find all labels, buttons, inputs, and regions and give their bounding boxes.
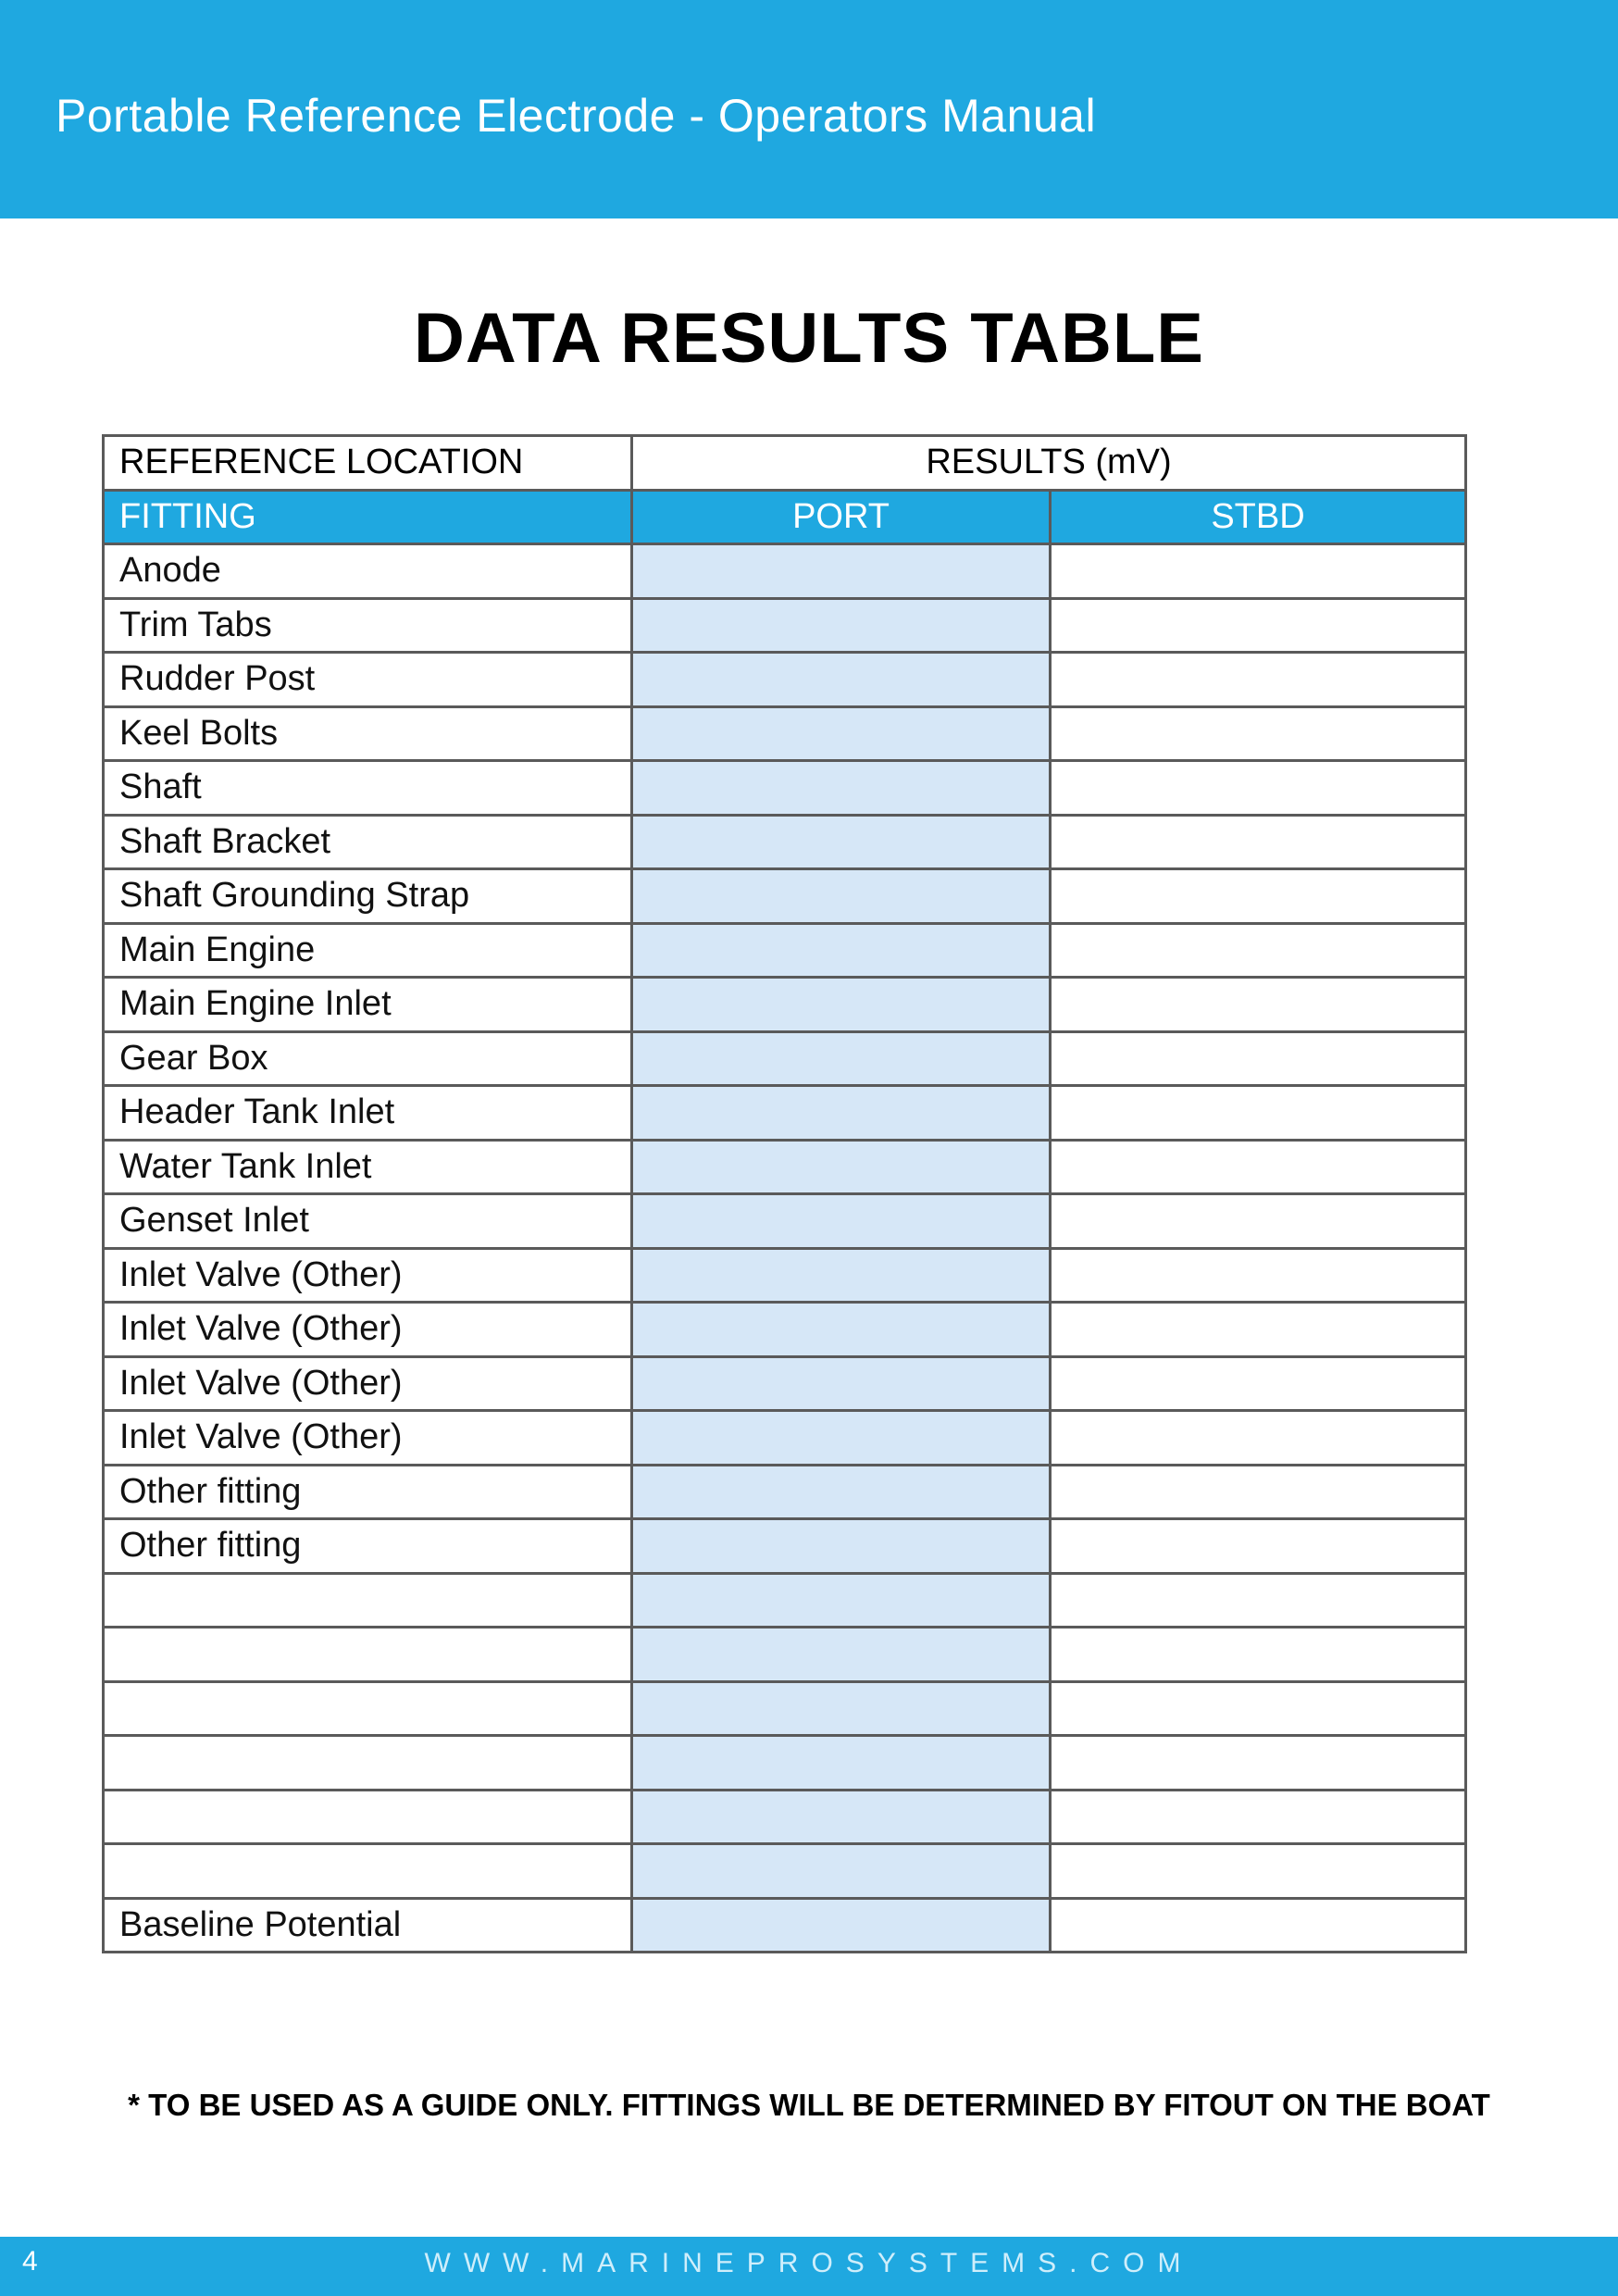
port-result-cell[interactable] [632, 544, 1051, 599]
stbd-result-cell[interactable] [1051, 706, 1466, 761]
fitting-name-cell: Header Tank Inlet [104, 1086, 632, 1141]
fitting-name-cell: Baseline Potential [104, 1898, 632, 1953]
port-result-cell[interactable] [632, 1356, 1051, 1411]
stbd-result-cell[interactable] [1051, 1140, 1466, 1194]
port-result-cell[interactable] [632, 869, 1051, 924]
table-row [104, 544, 1466, 599]
fitting-name-cell [104, 1573, 632, 1628]
stbd-result-cell[interactable] [1051, 815, 1466, 869]
stbd-result-cell[interactable] [1051, 1031, 1466, 1086]
table-row [104, 598, 1466, 653]
table-row [104, 1790, 1466, 1844]
port-result-cell[interactable] [632, 1790, 1051, 1844]
fitting-name-cell: Shaft Bracket [104, 815, 632, 869]
port-result-cell[interactable] [632, 598, 1051, 653]
fitting-name-cell [104, 1790, 632, 1844]
table-row [104, 761, 1466, 816]
fitting-name-cell: Rudder Post [104, 653, 632, 707]
port-result-cell[interactable] [632, 761, 1051, 816]
stbd-result-cell[interactable] [1051, 1844, 1466, 1899]
footnote: * TO BE USED AS A GUIDE ONLY. FITTINGS WILL BE DETERMINED BY FITOUT ON THE BOAT [128, 2088, 1490, 2122]
fitting-header: FITTING [104, 490, 632, 544]
stbd-result-cell[interactable] [1051, 544, 1466, 599]
port-result-cell[interactable] [632, 653, 1051, 707]
port-result-cell[interactable] [632, 815, 1051, 869]
port-result-cell[interactable] [632, 923, 1051, 978]
stbd-result-cell[interactable] [1051, 1898, 1466, 1953]
table-row [104, 869, 1466, 924]
table-row [104, 1248, 1466, 1303]
table-row [104, 1356, 1466, 1411]
table-row [104, 1194, 1466, 1249]
stbd-result-cell[interactable] [1051, 1519, 1466, 1574]
fitting-name-cell [104, 1844, 632, 1899]
website-url: WWW.MARINEPROSYSTEMS.COM [424, 2248, 1194, 2278]
stbd-header: STBD [1051, 490, 1466, 544]
stbd-result-cell[interactable] [1051, 1790, 1466, 1844]
port-result-cell[interactable] [632, 1086, 1051, 1141]
page-title: DATA RESULTS TABLE [414, 299, 1204, 378]
port-result-cell[interactable] [632, 706, 1051, 761]
table-row [104, 1031, 1466, 1086]
stbd-result-cell[interactable] [1051, 1356, 1466, 1411]
port-result-cell[interactable] [632, 1628, 1051, 1682]
stbd-result-cell[interactable] [1051, 653, 1466, 707]
port-result-cell[interactable] [632, 1411, 1051, 1466]
fitting-name-cell: Inlet Valve (Other) [104, 1303, 632, 1357]
reference-location-header: REFERENCE LOCATION [104, 436, 632, 491]
table-row [104, 1844, 1466, 1899]
stbd-result-cell[interactable] [1051, 1681, 1466, 1736]
stbd-result-cell[interactable] [1051, 761, 1466, 816]
table-row [104, 1573, 1466, 1628]
port-result-cell[interactable] [632, 1465, 1051, 1519]
fitting-name-cell: Other fitting [104, 1465, 632, 1519]
fitting-name-cell: Anode [104, 544, 632, 599]
table-row [104, 1628, 1466, 1682]
stbd-result-cell[interactable] [1051, 1628, 1466, 1682]
stbd-result-cell[interactable] [1051, 1303, 1466, 1357]
stbd-result-cell[interactable] [1051, 1411, 1466, 1466]
fitting-name-cell: Shaft [104, 761, 632, 816]
page-number: 4 [22, 2246, 38, 2277]
table-subheader-row [104, 490, 1466, 544]
stbd-result-cell[interactable] [1051, 598, 1466, 653]
fitting-name-cell [104, 1736, 632, 1791]
fitting-name-cell: Inlet Valve (Other) [104, 1411, 632, 1466]
table-row [104, 1303, 1466, 1357]
stbd-result-cell[interactable] [1051, 869, 1466, 924]
port-result-cell[interactable] [632, 1248, 1051, 1303]
table-row [104, 1086, 1466, 1141]
fitting-name-cell [104, 1628, 632, 1682]
fitting-name-cell: Water Tank Inlet [104, 1140, 632, 1194]
port-result-cell[interactable] [632, 1736, 1051, 1791]
fitting-name-cell: Genset Inlet [104, 1194, 632, 1249]
stbd-result-cell[interactable] [1051, 1248, 1466, 1303]
fitting-name-cell: Shaft Grounding Strap [104, 869, 632, 924]
table-row [104, 923, 1466, 978]
stbd-result-cell[interactable] [1051, 1194, 1466, 1249]
stbd-result-cell[interactable] [1051, 1573, 1466, 1628]
fitting-name-cell: Inlet Valve (Other) [104, 1356, 632, 1411]
table-row [104, 1681, 1466, 1736]
fitting-name-cell: Other fitting [104, 1519, 632, 1574]
table-row [104, 978, 1466, 1032]
port-result-cell[interactable] [632, 1303, 1051, 1357]
port-result-cell[interactable] [632, 1194, 1051, 1249]
table-row [104, 653, 1466, 707]
table-row [104, 1465, 1466, 1519]
fitting-name-cell: Gear Box [104, 1031, 632, 1086]
table-row [104, 815, 1466, 869]
port-result-cell[interactable] [632, 1844, 1051, 1899]
stbd-result-cell[interactable] [1051, 978, 1466, 1032]
fitting-name-cell: Inlet Valve (Other) [104, 1248, 632, 1303]
port-result-cell[interactable] [632, 1573, 1051, 1628]
fitting-name-cell: Keel Bolts [104, 706, 632, 761]
data-results-table [102, 434, 1467, 1953]
port-result-cell[interactable] [632, 978, 1051, 1032]
table-row [104, 1411, 1466, 1466]
table-row [104, 1519, 1466, 1574]
table-header-row [104, 436, 1466, 491]
stbd-result-cell[interactable] [1051, 1465, 1466, 1519]
port-result-cell[interactable] [632, 1140, 1051, 1194]
fitting-name-cell: Main Engine [104, 923, 632, 978]
table-row [104, 1736, 1466, 1791]
stbd-result-cell[interactable] [1051, 1736, 1466, 1791]
port-result-cell[interactable] [632, 1681, 1051, 1736]
port-header: PORT [632, 490, 1051, 544]
table-row [104, 706, 1466, 761]
port-result-cell[interactable] [632, 1031, 1051, 1086]
port-result-cell[interactable] [632, 1898, 1051, 1953]
results-header: RESULTS (mV) [632, 436, 1466, 491]
document-title: Portable Reference Electrode - Operators Manual [56, 90, 1097, 142]
stbd-result-cell[interactable] [1051, 1086, 1466, 1141]
port-result-cell[interactable] [632, 1519, 1051, 1574]
fitting-name-cell: Main Engine Inlet [104, 978, 632, 1032]
fitting-name-cell: Trim Tabs [104, 598, 632, 653]
table-row [104, 1898, 1466, 1953]
fitting-name-cell [104, 1681, 632, 1736]
stbd-result-cell[interactable] [1051, 923, 1466, 978]
table-row [104, 1140, 1466, 1194]
